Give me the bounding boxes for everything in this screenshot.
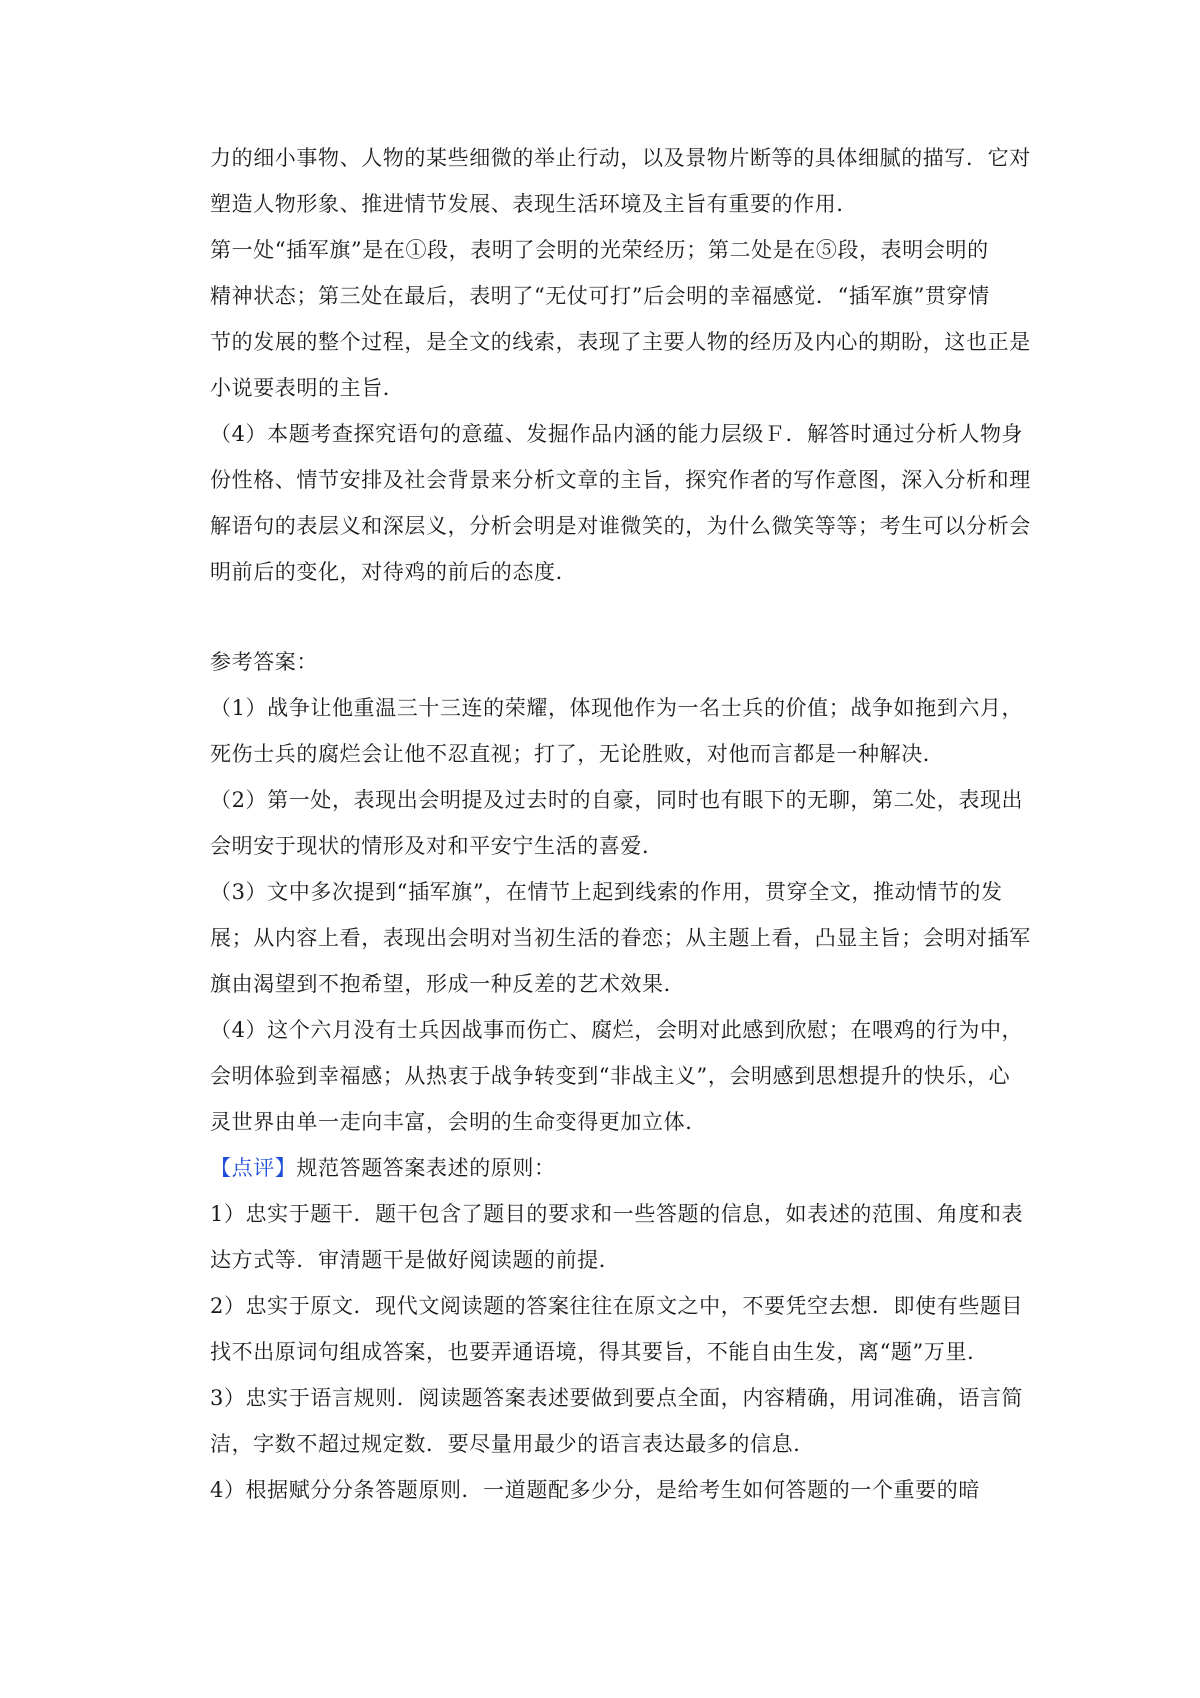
answer-line: 灵世界由单一走向丰富，会明的生命变得更加立体． xyxy=(210,1110,707,1134)
analysis-line: 明前后的变化，对待鸡的前后的态度． xyxy=(210,560,578,584)
rule-line: 1）忠实于题干．题干包含了题目的要求和一些答题的信息，如表述的范围、角度和表 xyxy=(210,1202,1024,1226)
answer-line: 旗由渴望到不抱希望，形成一种反差的艺术效果． xyxy=(210,972,686,996)
analysis-line: 精神状态；第三处在最后，表明了“无仗可打”后会明的幸福感觉．“插军旗”贯穿情 xyxy=(210,284,990,308)
rule-line: 找不出原词句组成答案，也要弄通语境，得其要旨，不能自由生发，离“题”万里． xyxy=(210,1340,989,1364)
analysis-line: 解语句的表层义和深层义，分析会明是对谁微笑的，为什么微笑等等；考生可以分析会 xyxy=(210,514,1031,538)
rule-line: 达方式等．审清题干是做好阅读题的前提． xyxy=(210,1248,621,1272)
analysis-line: 力的细小事物、人物的某些细微的举止行动，以及景物片断等的具体细腻的描写．它对 xyxy=(210,146,1031,170)
analysis-line: 塑造人物形象、推进情节发展、表现生活环境及主旨有重要的作用． xyxy=(210,192,858,216)
commentary-heading xyxy=(210,1154,1020,1182)
rule-line: 洁，字数不超过规定数．要尽量用最少的语言表达最多的信息． xyxy=(210,1432,815,1456)
analysis-line: 第一处“插军旗”是在①段，表明了会明的光荣经历；第二处是在⑤段，表明会明的 xyxy=(210,238,989,262)
rule-line: 2）忠实于原文．现代文阅读题的答案往往在原文之中，不要凭空去想．即使有些题目 xyxy=(210,1294,1024,1318)
rule-line: 4）根据赋分分条答题原则．一道题配多少分，是给考生如何答题的一个重要的暗 xyxy=(210,1478,980,1502)
analysis-line: （4）本题考查探究语句的意蕴、发掘作品内涵的能力层级Ｆ．解答时通过分析人物身 xyxy=(210,422,1024,446)
answer-line: （3）文中多次提到“插军旗”，在情节上起到线索的作用，贯穿全文，推动情节的发 xyxy=(210,880,1003,904)
commentary-tag: 【点评】 xyxy=(210,1156,297,1180)
analysis-line: 份性格、情节安排及社会背景来分析文章的主旨，探究作者的写作意图，深入分析和理 xyxy=(210,468,1031,492)
commentary-intro: 规范答题答案表述的原则： xyxy=(296,1156,556,1180)
analysis-line: 节的发展的整个过程，是全文的线索，表现了主要人物的经历及内心的期盼，这也正是 xyxy=(210,330,1031,354)
answer-line: （2）第一处，表现出会明提及过去时的自豪，同时也有眼下的无聊，第二处，表现出 xyxy=(210,788,1024,812)
rule-line: 3）忠实于语言规则．阅读题答案表述要做到要点全面，内容精确，用词准确，语言简 xyxy=(210,1386,1024,1410)
answer-line: （1）战争让他重温三十三连的荣耀，体现他作为一名士兵的价值；战争如拖到六月， xyxy=(210,696,1024,720)
reference-answers-heading: 参考答案： xyxy=(210,650,318,674)
answer-line: （4）这个六月没有士兵因战事而伤亡、腐烂，会明对此感到欣慰；在喂鸡的行为中， xyxy=(210,1018,1024,1042)
analysis-line: 小说要表明的主旨． xyxy=(210,376,405,400)
answer-line: 死伤士兵的腐烂会让他不忍直视；打了，无论胜败，对他而言都是一种解决． xyxy=(210,742,945,766)
answer-line: 会明安于现状的情形及对和平安宁生活的喜爱． xyxy=(210,834,664,858)
answer-line: 展；从内容上看，表现出会明对当初生活的眷恋；从主题上看，凸显主旨；会明对插军 xyxy=(210,926,1031,950)
answer-line: 会明体验到幸福感；从热衷于战争转变到“非战主义”，会明感到思想提升的快乐，心 xyxy=(210,1064,1011,1088)
